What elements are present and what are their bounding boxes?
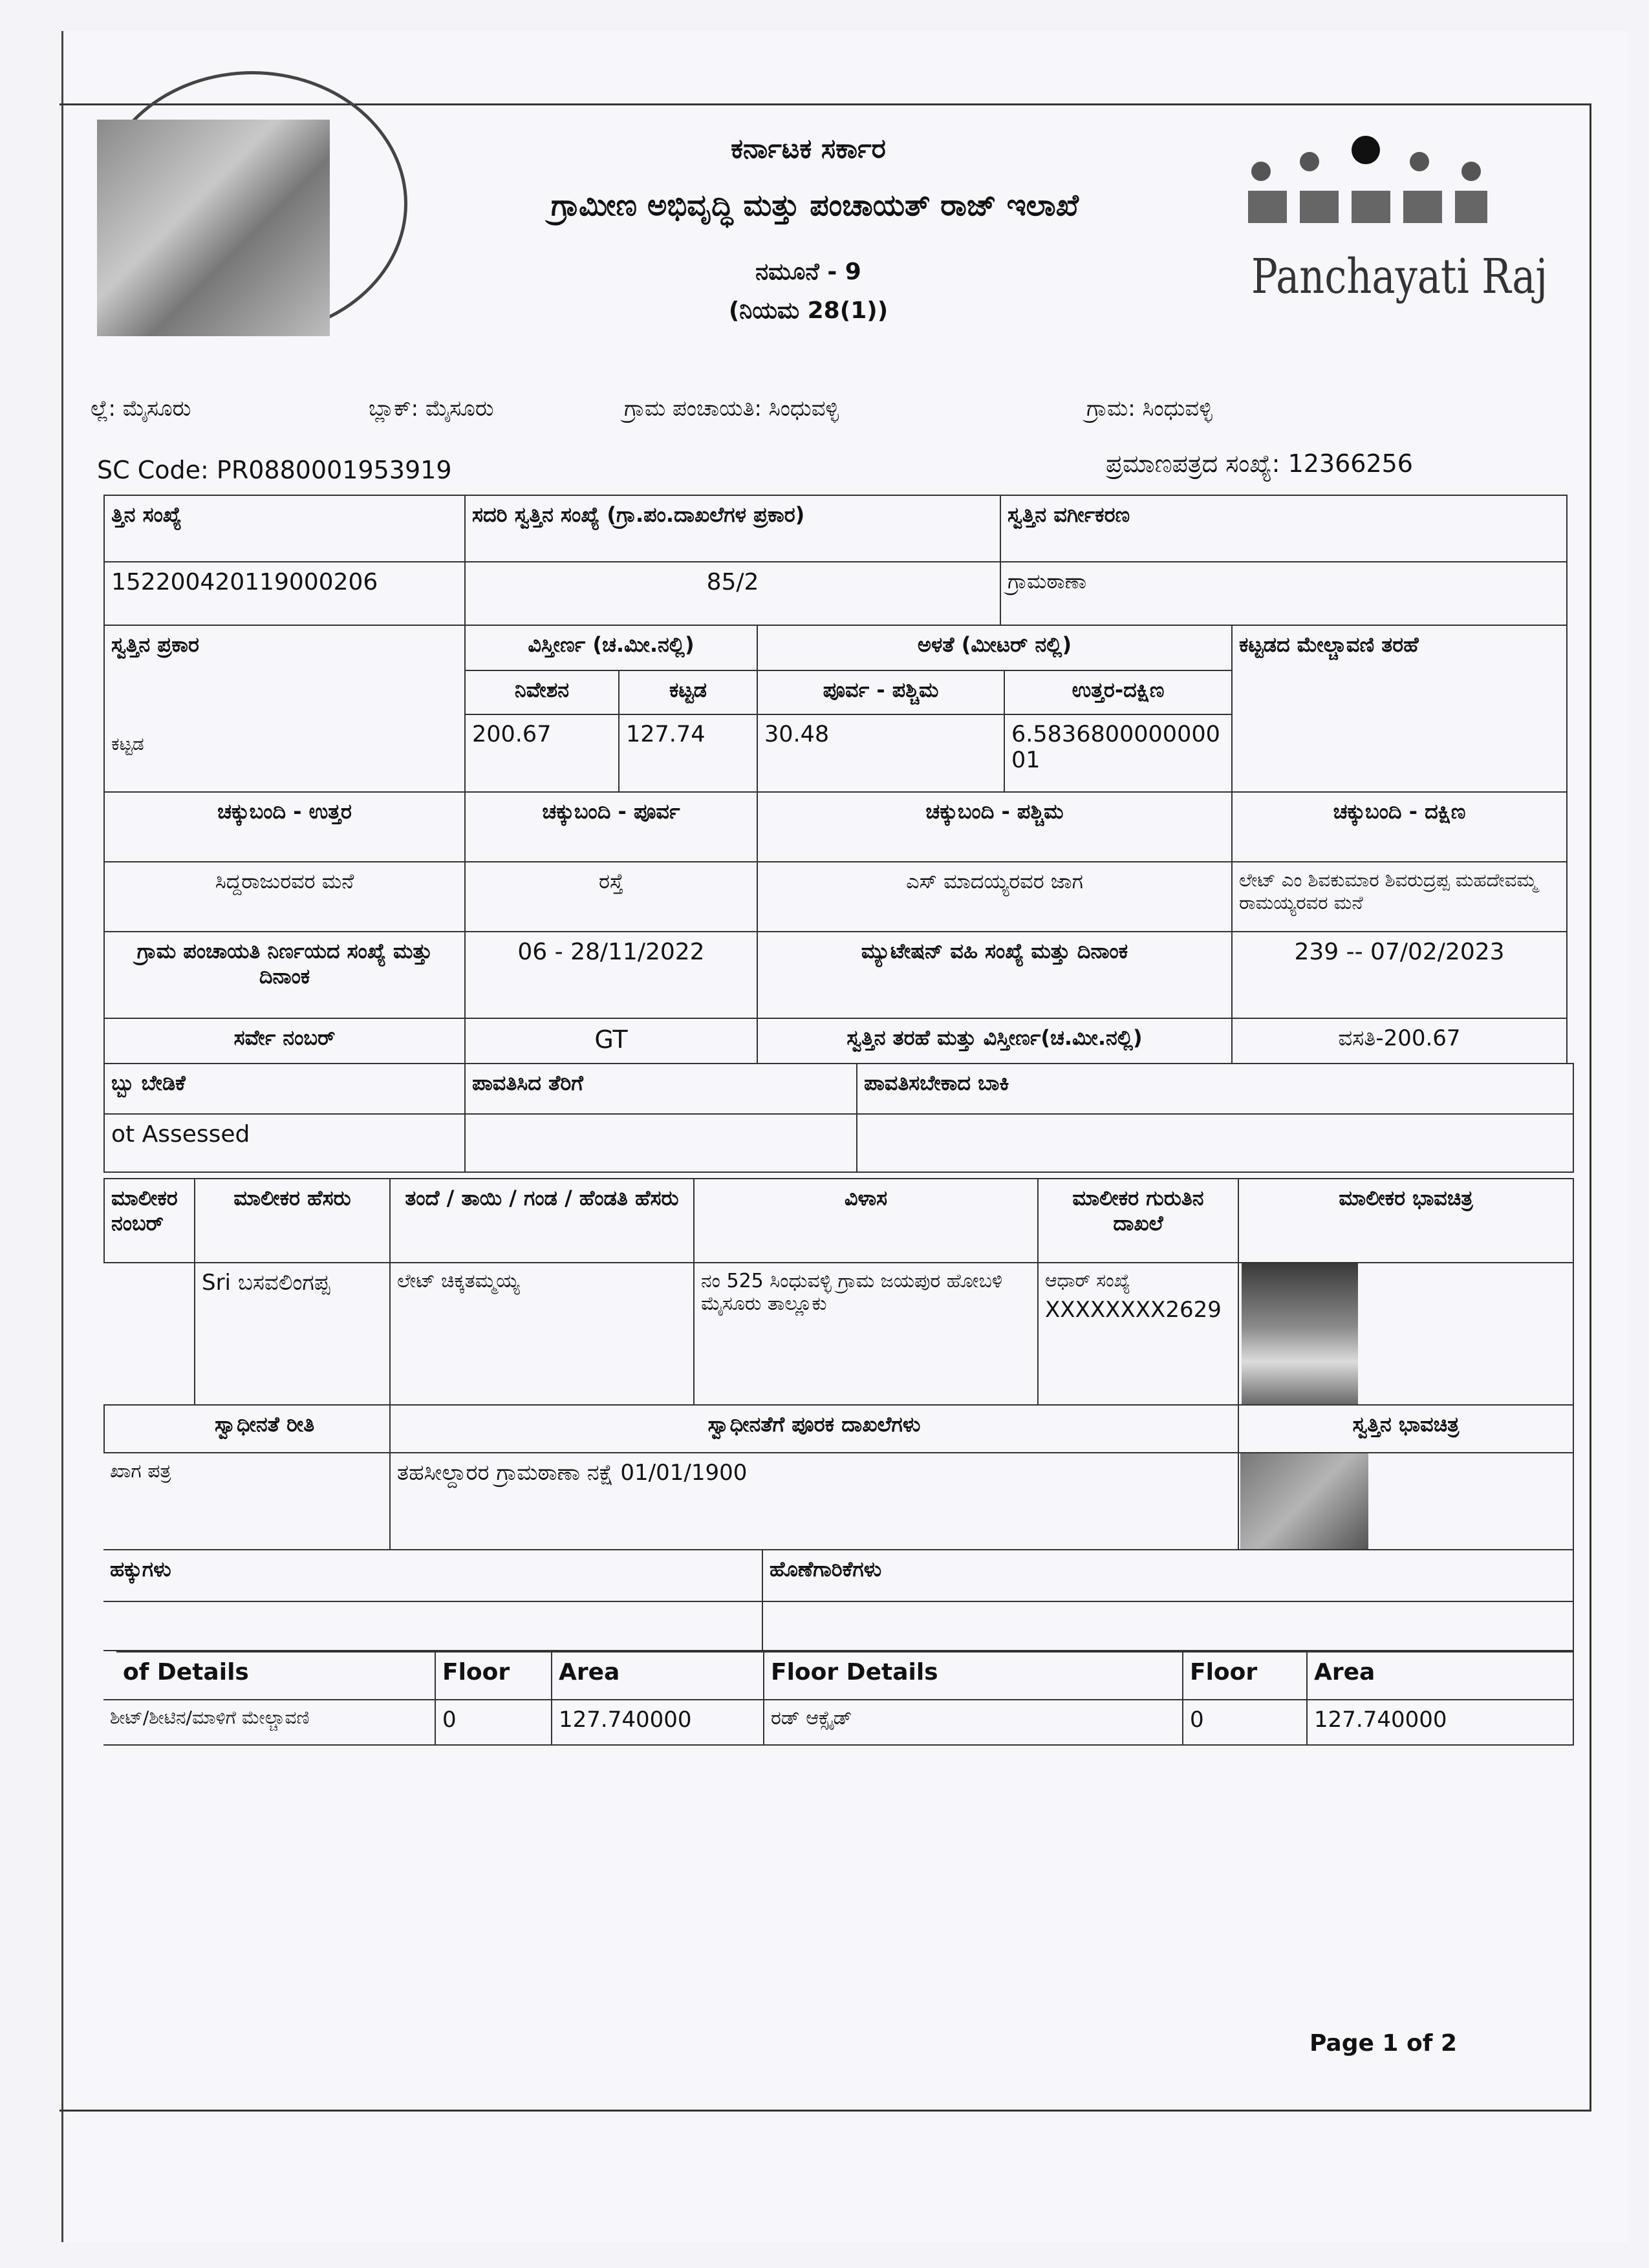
floor-floor: 0 [1182, 1699, 1308, 1746]
owner-id-cell [1037, 1262, 1239, 1406]
owner-number-cell [103, 1262, 195, 1406]
property-photo-cell [1238, 1452, 1574, 1550]
east-boundary: ರಸ್ತೆ [464, 861, 758, 932]
h-floor-details: Floor Details [763, 1651, 1183, 1700]
owner-photo [1242, 1263, 1358, 1404]
mutation: 239 -- 07/02/2023 [1231, 931, 1568, 1019]
h-owner-number: ಮಾಲೀಕರ ನಂಬರ್ [103, 1178, 195, 1263]
owner-id-number: XXXXXXXX2629 [1045, 1297, 1222, 1323]
block: ಬ್ಲಾಕ್: ಮೈಸೂರು [369, 396, 494, 422]
h-ownership-mode: ಸ್ವಾಧೀನತೆ ರೀತಿ [103, 1404, 391, 1453]
demand: ot Assessed [103, 1113, 466, 1173]
floor-area: 127.740000 [1306, 1699, 1574, 1746]
h-roof-type: ಕಟ್ಟಡದ ಮೇಲ್ಚಾವಣಿ ತರಹೆ [1231, 625, 1568, 793]
survey: GT [464, 1018, 758, 1064]
ownership-docs: ತಹಸೀಲ್ದಾರರ ಗ್ರಾಮಠಾಣಾ ನಕ್ಷೆ 01/01/1900 [389, 1452, 1239, 1550]
h-site: ನಿವೇಶನ [464, 670, 620, 715]
north-boundary: ಸಿದ್ದರಾಜುರವರ ಮನೆ [103, 861, 466, 932]
south-boundary: ಲೇಟ್ ಎಂ ಶಿವಕುಮಾರ ಶಿವರುದ್ರಪ್ಪ ಮಹದೇವಮ್ಮ ರಾಮಯ್ಯರವರ ಮನೆ [1231, 861, 1568, 932]
page-number: Page 1 of 2 [1310, 2030, 1457, 2057]
ownership-mode: ಖಾಗ ಪತ್ರ [103, 1452, 391, 1550]
parent-name: ಲೇಟ್ ಚಿಕ್ಕತಮ್ಮಯ್ಯ [389, 1262, 695, 1406]
h-building: ಕಟ್ಟಡ [618, 670, 758, 715]
classification: ಗ್ರಾಮಠಾಣಾ [1000, 561, 1568, 626]
h-roof-floor: Floor [435, 1651, 552, 1700]
old-number: 85/2 [464, 561, 1001, 626]
h-parent-name: ತಂದೆ / ತಾಯಿ / ಗಂಡ / ಹೆಂಡತಿ ಹೆಸರು [389, 1178, 695, 1263]
h-property-number: ತ್ತಿನ ಸಂಖ್ಯೆ [103, 495, 466, 562]
h-survey: ಸರ್ವೇ ನಂಬರ್ [103, 1018, 466, 1064]
lgd-code: SC Code: PR0880001953919 [97, 456, 452, 484]
floor-details: ರಡ್ ಆಕ್ಸೈಡ್ [763, 1699, 1183, 1746]
prop-area: ವಸತಿ-200.67 [1231, 1018, 1568, 1064]
h-dimension: ಅಳತೆ (ಮೀಟರ್ ನಲ್ಲಿ) [757, 625, 1233, 671]
h-floor-floor: Floor [1182, 1651, 1308, 1700]
h-demand: ಬ್ಬು ಬೇಡಿಕೆ [103, 1063, 466, 1115]
h-owner-photo: ಮಾಲೀಕರ ಭಾವಚಿತ್ರ [1238, 1178, 1574, 1263]
karnataka-emblem-icon [97, 120, 330, 336]
govt-title: ಕರ್ನಾಟಕ ಸರ್ಕಾರ [731, 133, 886, 164]
north-south: 6.5836800000000 01 [1004, 714, 1233, 793]
h-area: ವಿಸ್ತೀರ್ಣ (ಚ.ಮೀ.ನಲ್ಲಿ) [464, 625, 758, 671]
h-roof-details: of Details [116, 1651, 436, 1700]
village: ಗ್ರಾಮ: ಸಿಂಧುವಳ್ಳಿ [1086, 396, 1212, 422]
roof-floor: 0 [435, 1699, 552, 1746]
h-owner-name: ಮಾಲೀಕರ ಹೆಸರು [194, 1178, 391, 1263]
liabilities-value [762, 1601, 1574, 1651]
building-area: 127.74 [618, 714, 758, 793]
site-area: 200.67 [464, 714, 620, 793]
form-number: ನಮೂನೆ - 9 [755, 259, 861, 285]
property-photo [1240, 1453, 1368, 1549]
h-floor-area: Area [1306, 1651, 1574, 1700]
paid [464, 1113, 857, 1173]
owner-name: Sri ಬಸವಲಿಂಗಪ್ಪ [194, 1262, 391, 1406]
h-old-number: ಸದರಿ ಸ್ವತ್ತಿನ ಸಂಖ್ಯೆ (ಗ್ರಾ.ಪಂ.ದಾಖಲೆಗಳ ಪ್ರಕಾರ) [464, 495, 1001, 562]
h-address: ವಿಳಾಸ [693, 1178, 1039, 1263]
h-property-photo: ಸ್ವತ್ತಿನ ಭಾವಚಿತ್ರ [1238, 1404, 1574, 1453]
logo-text: Panchayati Raj [1251, 249, 1548, 305]
property-type: ಕಟ್ಟಡ [103, 714, 466, 793]
gp-resolution: 06 - 28/11/2022 [464, 931, 758, 1019]
h-classification: ಸ್ವತ್ತಿನ ವರ್ಗೀಕರಣ [1000, 495, 1568, 562]
h-ownership-docs: ಸ್ವಾಧೀನತೆಗೆ ಪೂರಕ ದಾಖಲೆಗಳು [389, 1404, 1239, 1453]
west-boundary: ಎಸ್ ಮಾದಯ್ಯರವರ ಜಾಗ [757, 861, 1233, 932]
h-roof-area: Area [551, 1651, 764, 1700]
rights-value [103, 1601, 763, 1651]
form-rule: (ನಿಯಮ 28(1)) [728, 297, 889, 324]
h-balance: ಪಾವತಿಸಬೇಕಾದ ಬಾಕಿ [856, 1063, 1574, 1115]
h-owner-id: ಮಾಲೀಕರ ಗುರುತಿನ ದಾಖಲೆ [1037, 1178, 1239, 1263]
roof-details: ಶೀಟ್/ಶೀಟಿನ/ಮಾಳಿಗೆ ಮೇಲ್ಚಾವಣಿ [103, 1699, 436, 1746]
owner-id-type: ಆಧಾರ್ ಸಂಖ್ಯೆ [1045, 1270, 1130, 1291]
owner-photo-cell [1238, 1262, 1574, 1406]
h-east-west: ಪೂರ್ವ - ಪಶ್ಚಿಮ [757, 670, 1005, 715]
h-gp-resolution: ಗ್ರಾಮ ಪಂಚಾಯತಿ ನಿರ್ಣಯದ ಸಂಖ್ಯೆ ಮತ್ತು ದಿನಾಂಕ [103, 931, 466, 1019]
h-liabilities: ಹೊಣೆಗಾರಿಕೆಗಳು [762, 1549, 1574, 1602]
dept-title: ಗ್ರಾಮೀಣ ಅಭಿವೃದ್ಧಿ ಮತ್ತು ಪಂಚಾಯತ್ ರಾಜ್ ಇಲಾಖೆ [551, 187, 1079, 222]
balance [856, 1113, 1574, 1173]
h-rights: ಹಕ್ಕುಗಳು [103, 1549, 763, 1602]
gram-panchayat: ಗ್ರಾಮ ಪಂಚಾಯತಿ: ಸಿಂಧುವಳ್ಳಿ [624, 396, 839, 422]
roof-area: 127.740000 [551, 1699, 764, 1746]
h-south: ಚಕ್ಕುಬಂದಿ - ದಕ್ಷಿಣ [1231, 791, 1568, 862]
h-property-type: ಸ್ವತ್ತಿನ ಪ್ರಕಾರ [103, 625, 466, 793]
east-west: 30.48 [757, 714, 1005, 793]
h-prop-area: ಸ್ವತ್ತಿನ ತರಹೆ ಮತ್ತು ವಿಸ್ತೀರ್ಣ(ಚ.ಮೀ.ನಲ್ಲಿ) [757, 1018, 1233, 1064]
h-east: ಚಕ್ಕುಬಂದಿ - ಪೂರ್ವ [464, 791, 758, 862]
certificate-number: ಪ್ರಮಾಣಪತ್ರದ ಸಂಖ್ಯೆ: 12366256 [1106, 449, 1413, 478]
panchayati-raj-logo-icon [1248, 129, 1507, 233]
h-north-south: ಉತ್ತರ-ದಕ್ಷಿಣ [1004, 670, 1233, 715]
h-west: ಚಕ್ಕುಬಂದಿ - ಪಶ್ಚಿಮ [757, 791, 1233, 862]
property-number: 152200420119000206 [103, 561, 466, 626]
h-north: ಚಕ್ಕುಬಂದಿ - ಉತ್ತರ [103, 791, 466, 862]
h-paid: ಪಾವತಿಸಿದ ತೆರಿಗೆ [464, 1063, 857, 1115]
district: ಲ್ಲೆ: ಮೈಸೂರು [91, 396, 191, 422]
owner-address: ನಂ 525 ಸಿಂಧುವಳ್ಳಿ ಗ್ರಾಮ ಜಯಪುರ ಹೋಬಳಿ ಮೈಸೂರು ತಾಲ್ಲೂಕು [693, 1262, 1039, 1406]
h-mutation: ಮ್ಯುಟೇಷನ್ ವಹಿ ಸಂಖ್ಯೆ ಮತ್ತು ದಿನಾಂಕ [757, 931, 1233, 1019]
